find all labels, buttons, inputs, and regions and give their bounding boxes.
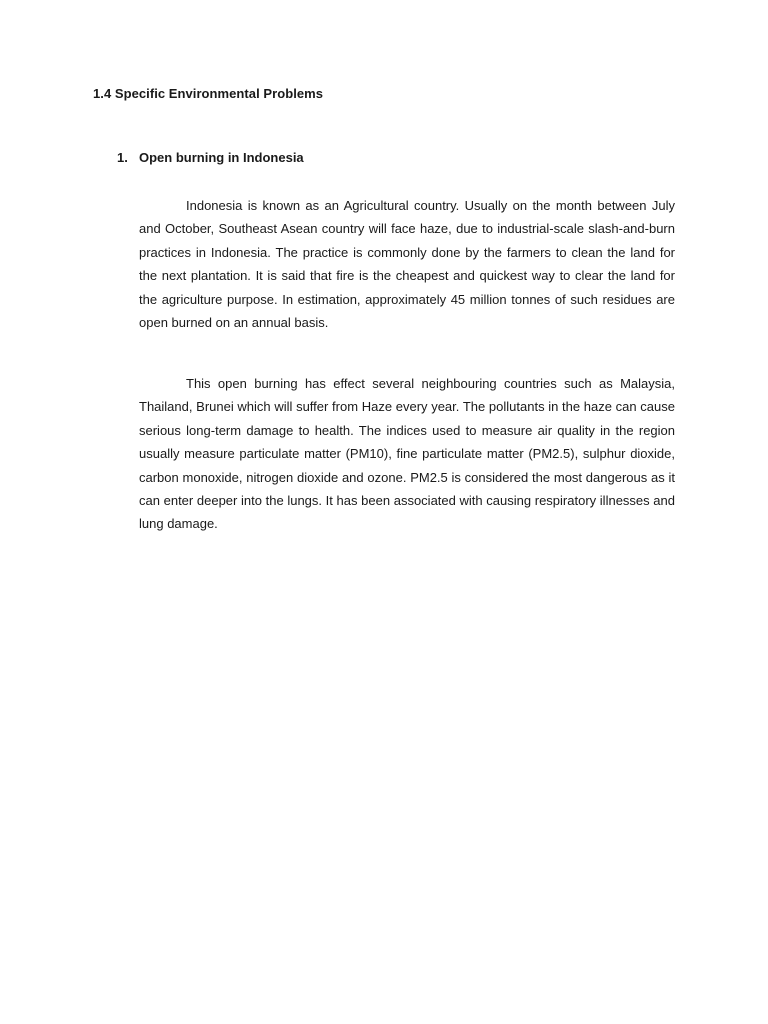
paragraph-1: Indonesia is known as an Agricultural country. Usually on the month between July and October, Southeast Asean country will face haze, due to industrial-scale slash-and-burn practices in Indonesia. The practice is commonly done by the farmers to clean the land for the next plantation. It is said that fire is the cheapest and quickest way to clear the land for the agriculture purpose. In estimation, approximately 45 million tonnes of such residues are open burned on an annual basis. (139, 198, 675, 331)
subsection-number: 1. (117, 150, 128, 165)
paragraph-2: This open burning has effect several neighbouring countries such as Malaysia, Thailand, Brunei which will suffer from Haze every year. The pollutants in the haze can cause serious long-term damage to health. The indices used to measure air quality in the region usually measure particulate matter (PM10), fine particulate matter (PM2.5), sulphur dioxide, carbon monoxide, nitrogen dioxide and ozone. PM2.5 is considered the most dangerous as it can enter deeper into the lungs. It has been associated with causing respiratory illnesses and lung damage. (139, 376, 675, 532)
subsection-heading (117, 150, 677, 165)
section-heading: 1.4 Specific Environmental Problems (93, 86, 324, 101)
subsection-title: Open burning in Indonesia (139, 150, 304, 165)
